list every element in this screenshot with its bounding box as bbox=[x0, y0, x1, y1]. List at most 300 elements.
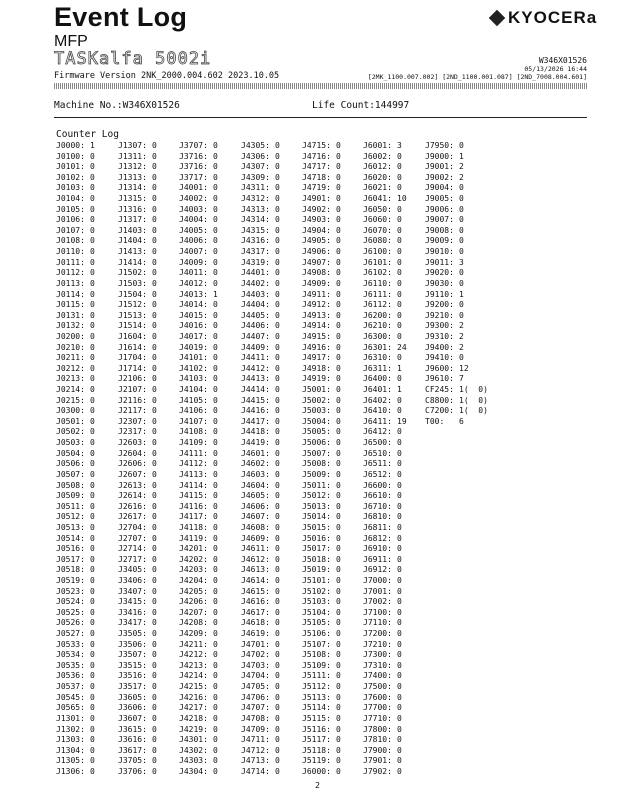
counter-code: J5006: bbox=[302, 438, 331, 448]
counter-value: 0 bbox=[152, 236, 157, 246]
counter-entry bbox=[56, 481, 95, 492]
counter-code: J4716: bbox=[302, 151, 331, 161]
counter-value: 0 bbox=[397, 236, 402, 246]
counter-code: J5011: bbox=[302, 480, 331, 490]
counter-entry bbox=[56, 682, 95, 693]
counter-code: J6412: bbox=[363, 427, 392, 437]
counter-value: 0 bbox=[213, 766, 218, 776]
counter-entry bbox=[363, 693, 407, 704]
counter-entry bbox=[179, 459, 218, 470]
counter-entry bbox=[179, 311, 218, 322]
counter-entry bbox=[179, 682, 218, 693]
counter-code: J5016: bbox=[302, 533, 331, 543]
counter-value: 0 bbox=[152, 257, 157, 267]
counter-value: 0 bbox=[336, 682, 341, 692]
counter-code: C8800: bbox=[425, 395, 454, 405]
counter-code: J4912: bbox=[302, 300, 331, 310]
counter-value: 1 bbox=[397, 385, 402, 395]
counter-code: J7310: bbox=[363, 660, 392, 670]
counter-entry bbox=[241, 756, 280, 767]
counter-value: 0 bbox=[90, 745, 95, 755]
counter-code: J4316: bbox=[241, 236, 270, 246]
counter-entry bbox=[363, 523, 407, 534]
counter-entry bbox=[363, 396, 407, 407]
counter-code: J4108: bbox=[179, 427, 208, 437]
counter-code: J0110: bbox=[56, 247, 85, 257]
counter-entry bbox=[56, 629, 95, 640]
counter-code: J4905: bbox=[302, 236, 331, 246]
counter-code: J4016: bbox=[179, 321, 208, 331]
counter-code: J3507: bbox=[118, 650, 147, 660]
counter-code: J1311: bbox=[118, 151, 147, 161]
counter-entry bbox=[363, 491, 407, 502]
counter-value: 0 bbox=[275, 416, 280, 426]
counter-value: 0 bbox=[275, 363, 280, 373]
counter-entry bbox=[241, 629, 280, 640]
counter-code: J7200: bbox=[363, 629, 392, 639]
counter-code: J3716: bbox=[179, 151, 208, 161]
counter-code: J4908: bbox=[302, 268, 331, 278]
counter-code: J4309: bbox=[241, 172, 270, 182]
counter-code: J1714: bbox=[118, 363, 147, 373]
counter-entry bbox=[241, 576, 280, 587]
counter-code: J4712: bbox=[241, 745, 270, 755]
counter-code: J5007: bbox=[302, 448, 331, 458]
counter-value: 0 bbox=[152, 438, 157, 448]
counter-code: J4704: bbox=[241, 671, 270, 681]
counter-code: J4914: bbox=[302, 321, 331, 331]
counter-entry bbox=[118, 226, 157, 237]
counter-code: J5012: bbox=[302, 491, 331, 501]
counter-entry bbox=[179, 205, 218, 216]
counter-entry bbox=[302, 555, 341, 566]
serial-number: W346X01526 bbox=[538, 56, 587, 65]
counter-entry bbox=[241, 650, 280, 661]
counter-value: 0 bbox=[275, 183, 280, 193]
counter-entry bbox=[241, 353, 280, 364]
counter-entry bbox=[425, 417, 488, 428]
counter-entry bbox=[179, 417, 218, 428]
counter-value: 0 bbox=[397, 215, 402, 225]
counter-entry bbox=[118, 311, 157, 322]
counter-entry bbox=[425, 205, 488, 216]
counter-value: 0 bbox=[397, 268, 402, 278]
counter-entry bbox=[118, 481, 157, 492]
counter-code: J0213: bbox=[56, 374, 85, 384]
counter-code: J4603: bbox=[241, 469, 270, 479]
counter-entry bbox=[179, 321, 218, 332]
counter-value: 0 bbox=[397, 469, 402, 479]
counter-code: J6911: bbox=[363, 554, 392, 564]
counter-entry bbox=[302, 343, 341, 354]
counter-value: 0 bbox=[336, 278, 341, 288]
counter-entry bbox=[118, 608, 157, 619]
counter-code: J3615: bbox=[118, 724, 147, 734]
counter-code: J4605: bbox=[241, 491, 270, 501]
counter-entry bbox=[241, 438, 280, 449]
counter-value: 0 bbox=[397, 427, 402, 437]
counter-entry bbox=[118, 215, 157, 226]
counter-entry bbox=[363, 290, 407, 301]
counter-entry bbox=[241, 767, 280, 778]
counter-code: J9200: bbox=[425, 300, 454, 310]
counter-code: J2704: bbox=[118, 522, 147, 532]
counter-value: 0 bbox=[397, 724, 402, 734]
counter-value: 0 bbox=[152, 342, 157, 352]
counter-code: J0523: bbox=[56, 586, 85, 596]
counter-value: 0 bbox=[275, 225, 280, 235]
counter-code: J6041: bbox=[363, 194, 392, 204]
counter-entry bbox=[363, 205, 407, 216]
counter-value: 0 bbox=[90, 204, 95, 214]
counter-code: J6002: bbox=[363, 151, 392, 161]
counter-code: J4319: bbox=[241, 257, 270, 267]
counter-entry bbox=[56, 396, 95, 407]
counter-value: 0 bbox=[397, 395, 402, 405]
counter-entry bbox=[241, 332, 280, 343]
counter-code: J4218: bbox=[179, 713, 208, 723]
counter-value: 0 bbox=[397, 480, 402, 490]
counter-value: 0 bbox=[152, 300, 157, 310]
counter-code: J4106: bbox=[179, 406, 208, 416]
counter-code: J0527: bbox=[56, 629, 85, 639]
counter-value: 24 bbox=[397, 342, 407, 352]
counter-value: 0 bbox=[152, 575, 157, 585]
counter-code: J1502: bbox=[118, 268, 147, 278]
counter-value: 0 bbox=[213, 533, 218, 543]
counter-value: 0 bbox=[152, 374, 157, 384]
counter-entry bbox=[118, 661, 157, 672]
counter-entry bbox=[118, 650, 157, 661]
counter-value: 0 bbox=[275, 660, 280, 670]
counter-entry bbox=[363, 597, 407, 608]
counter-value: 0 bbox=[397, 162, 402, 172]
counter-entry bbox=[302, 565, 341, 576]
counter-code: J4011: bbox=[179, 268, 208, 278]
counter-value: 0 bbox=[336, 469, 341, 479]
counter-value: 0 bbox=[336, 491, 341, 501]
counter-code: J2617: bbox=[118, 512, 147, 522]
counter-entry bbox=[241, 523, 280, 534]
counter-code: J5104: bbox=[302, 607, 331, 617]
counter-value: 0 bbox=[152, 416, 157, 426]
counter-value: 0 bbox=[397, 692, 402, 702]
counter-entry bbox=[302, 353, 341, 364]
counter-code: J4602: bbox=[241, 459, 270, 469]
counter-code: J1512: bbox=[118, 300, 147, 310]
counter-value: 0 bbox=[213, 650, 218, 660]
kyocera-logo bbox=[490, 8, 597, 28]
counter-value: 0 bbox=[90, 491, 95, 501]
counter-value: 0 bbox=[336, 575, 341, 585]
counter-code: J9002: bbox=[425, 172, 454, 182]
counter-value: 0 bbox=[275, 172, 280, 182]
counter-value: 0 bbox=[397, 607, 402, 617]
counter-code: J3407: bbox=[118, 586, 147, 596]
counter-code: J4006: bbox=[179, 236, 208, 246]
counter-entry bbox=[241, 194, 280, 205]
counter-value: 0 bbox=[90, 427, 95, 437]
counter-value: 0 bbox=[397, 575, 402, 585]
counter-value: 0 bbox=[90, 438, 95, 448]
counter-value: 0 bbox=[152, 480, 157, 490]
counter-entry bbox=[241, 746, 280, 757]
counter-entry bbox=[241, 364, 280, 375]
counter-code: J0114: bbox=[56, 289, 85, 299]
kyocera-logo-icon bbox=[490, 11, 504, 25]
counter-entry bbox=[118, 173, 157, 184]
counter-entry bbox=[118, 406, 157, 417]
hatch-divider bbox=[54, 83, 587, 89]
counter-entry bbox=[425, 279, 488, 290]
counter-entry bbox=[179, 491, 218, 502]
counter-value: 0 bbox=[336, 172, 341, 182]
counter-column-7 bbox=[425, 141, 488, 427]
counter-code: J9011: bbox=[425, 257, 454, 267]
counter-entry bbox=[302, 396, 341, 407]
counter-entry bbox=[241, 205, 280, 216]
counter-entry bbox=[241, 162, 280, 173]
counter-code: J0215: bbox=[56, 395, 85, 405]
counter-code: J5002: bbox=[302, 395, 331, 405]
counter-value: 0 bbox=[213, 215, 218, 225]
counter-code: J4913: bbox=[302, 310, 331, 320]
counter-entry bbox=[179, 576, 218, 587]
counter-code: J7800: bbox=[363, 724, 392, 734]
counter-code: J6511: bbox=[363, 459, 392, 469]
counter-entry bbox=[56, 661, 95, 672]
counter-code: J6070: bbox=[363, 225, 392, 235]
counter-value: 0 bbox=[152, 278, 157, 288]
counter-entry bbox=[179, 438, 218, 449]
counter-code: J4211: bbox=[179, 639, 208, 649]
counter-value: 0 bbox=[275, 480, 280, 490]
counter-entry bbox=[302, 735, 341, 746]
counter-entry bbox=[179, 183, 218, 194]
counter-value: 0 bbox=[152, 162, 157, 172]
counter-code: J4705: bbox=[241, 682, 270, 692]
counter-value: 0 bbox=[152, 713, 157, 723]
counter-code: J3416: bbox=[118, 607, 147, 617]
counter-code: J6021: bbox=[363, 183, 392, 193]
counter-entry bbox=[241, 321, 280, 332]
counter-code: J7210: bbox=[363, 639, 392, 649]
life-count: Life Count:144997 bbox=[312, 100, 410, 111]
counter-value: 0 bbox=[275, 692, 280, 702]
counter-code: J4009: bbox=[179, 257, 208, 267]
counter-value: 0 bbox=[397, 501, 402, 511]
counter-code: J6020: bbox=[363, 172, 392, 182]
counter-code: J7000: bbox=[363, 575, 392, 585]
counter-entry bbox=[425, 258, 488, 269]
counter-code: J0533: bbox=[56, 639, 85, 649]
counter-value: 0 bbox=[275, 522, 280, 532]
counter-code: J1307: bbox=[118, 141, 147, 150]
counter-code: J3706: bbox=[118, 766, 147, 776]
counter-code: J5118: bbox=[302, 745, 331, 755]
counter-value: 0 bbox=[90, 735, 95, 745]
page-title: Event Log bbox=[54, 2, 188, 32]
counter-entry bbox=[118, 236, 157, 247]
counter-entry bbox=[425, 268, 488, 279]
counter-value: 0 bbox=[336, 268, 341, 278]
counter-code: J4418: bbox=[241, 427, 270, 437]
counter-code: J4618: bbox=[241, 618, 270, 628]
counter-entry bbox=[302, 141, 341, 152]
counter-value: 0 bbox=[213, 586, 218, 596]
counter-value: 0 bbox=[275, 300, 280, 310]
counter-value: 0 bbox=[152, 194, 157, 204]
counter-value: 0 bbox=[275, 162, 280, 172]
counter-value: 0 bbox=[213, 194, 218, 204]
counter-entry bbox=[179, 353, 218, 364]
counter-entry bbox=[302, 438, 341, 449]
counter-value: 0 bbox=[336, 374, 341, 384]
counter-value: 0 bbox=[275, 321, 280, 331]
firmware-version: Firmware Version 2NK_2000.004.602 2023.10.05 bbox=[54, 71, 280, 81]
counter-entry bbox=[363, 587, 407, 598]
counter-value: 0 bbox=[152, 321, 157, 331]
counter-code: J6112: bbox=[363, 300, 392, 310]
counter-value: 0 bbox=[336, 300, 341, 310]
counter-value: 0 bbox=[90, 565, 95, 575]
counter-code: J9210: bbox=[425, 310, 454, 320]
counter-code: J4901: bbox=[302, 194, 331, 204]
counter-entry bbox=[118, 512, 157, 523]
counter-entry bbox=[118, 459, 157, 470]
counter-code: J6001: bbox=[363, 141, 392, 150]
counter-entry bbox=[241, 226, 280, 237]
counter-value: 0 bbox=[336, 416, 341, 426]
counter-code: J4604: bbox=[241, 480, 270, 490]
counter-entry bbox=[425, 290, 488, 301]
counter-code: J0507: bbox=[56, 469, 85, 479]
counter-entry bbox=[179, 290, 218, 301]
counter-entry bbox=[179, 544, 218, 555]
counter-code: J4401: bbox=[241, 268, 270, 278]
counter-value: 0 bbox=[213, 268, 218, 278]
counter-value: 0 bbox=[213, 671, 218, 681]
counter-code: J1303: bbox=[56, 735, 85, 745]
counter-entry bbox=[241, 374, 280, 385]
counter-code: J4717: bbox=[302, 162, 331, 172]
counter-code: J9008: bbox=[425, 225, 454, 235]
counter-entry bbox=[425, 226, 488, 237]
counter-entry bbox=[118, 576, 157, 587]
counter-entry bbox=[302, 671, 341, 682]
counter-value: 0 bbox=[213, 363, 218, 373]
counter-value: 0 bbox=[275, 385, 280, 395]
counter-code: J3517: bbox=[118, 682, 147, 692]
counter-value: 0 bbox=[336, 215, 341, 225]
counter-code: J6810: bbox=[363, 512, 392, 522]
counter-value: 0 bbox=[336, 724, 341, 734]
counter-entry bbox=[179, 693, 218, 704]
counter-value: 0 bbox=[152, 618, 157, 628]
counter-code: J4409: bbox=[241, 342, 270, 352]
counter-entry bbox=[302, 618, 341, 629]
counter-entry bbox=[363, 640, 407, 651]
counter-value: 0 bbox=[336, 639, 341, 649]
counter-entry bbox=[179, 629, 218, 640]
counter-entry bbox=[56, 300, 95, 311]
counter-code: J4015: bbox=[179, 310, 208, 320]
counter-code: J1314: bbox=[118, 183, 147, 193]
counter-entry bbox=[56, 523, 95, 534]
counter-entry bbox=[241, 459, 280, 470]
counter-value: 0 bbox=[90, 575, 95, 585]
counter-code: J4715: bbox=[302, 141, 331, 150]
counter-code: J5111: bbox=[302, 671, 331, 681]
counter-value: 0 bbox=[152, 522, 157, 532]
counter-code: J6812: bbox=[363, 533, 392, 543]
counter-code: J4918: bbox=[302, 363, 331, 373]
counter-value: 0 bbox=[397, 459, 402, 469]
counter-code: J7001: bbox=[363, 586, 392, 596]
counter-code: J5005: bbox=[302, 427, 331, 437]
model-name: TASKalfa 5002i bbox=[54, 49, 212, 69]
counter-entry bbox=[302, 703, 341, 714]
counter-code: J5117: bbox=[302, 735, 331, 745]
counter-entry bbox=[118, 682, 157, 693]
counter-entry bbox=[179, 236, 218, 247]
counter-value: 0 bbox=[90, 416, 95, 426]
counter-entry bbox=[56, 173, 95, 184]
counter-entry bbox=[179, 746, 218, 757]
counter-value: 0 bbox=[152, 501, 157, 511]
counter-value: 0 bbox=[90, 321, 95, 331]
counter-value: 0 bbox=[275, 278, 280, 288]
counter-value: 0 bbox=[275, 438, 280, 448]
counter-value: 0 bbox=[397, 650, 402, 660]
counter-entry bbox=[425, 173, 488, 184]
counter-value: 3 bbox=[459, 257, 464, 267]
counter-value: 0 bbox=[152, 151, 157, 161]
counter-entry bbox=[425, 364, 488, 375]
counter-entry bbox=[179, 141, 218, 152]
counter-value: 0 bbox=[213, 745, 218, 755]
counter-value: 0 bbox=[336, 533, 341, 543]
counter-entry bbox=[302, 385, 341, 396]
counter-code: J0104: bbox=[56, 194, 85, 204]
counter-entry bbox=[179, 481, 218, 492]
counter-code: J9600: bbox=[425, 363, 454, 373]
counter-value: 0 bbox=[275, 586, 280, 596]
counter-code: J4619: bbox=[241, 629, 270, 639]
counter-code: J2107: bbox=[118, 385, 147, 395]
counter-entry bbox=[241, 544, 280, 555]
counter-value: 0 bbox=[275, 565, 280, 575]
counter-entry bbox=[425, 311, 488, 322]
counter-entry bbox=[118, 205, 157, 216]
counter-code: J4116: bbox=[179, 501, 208, 511]
counter-code: J4718: bbox=[302, 172, 331, 182]
counter-value: 0 bbox=[213, 501, 218, 511]
counter-entry bbox=[179, 534, 218, 545]
counter-code: J4903: bbox=[302, 215, 331, 225]
counter-code: J4919: bbox=[302, 374, 331, 384]
counter-value: 0 bbox=[336, 183, 341, 193]
counter-code: J4302: bbox=[179, 745, 208, 755]
counter-entry bbox=[241, 735, 280, 746]
counter-value: 0 bbox=[459, 183, 464, 193]
counter-code: J0517: bbox=[56, 554, 85, 564]
counter-value: 0 bbox=[213, 660, 218, 670]
counter-entry bbox=[56, 459, 95, 470]
counter-entry bbox=[179, 374, 218, 385]
counter-value: 0 bbox=[336, 766, 341, 776]
counter-code: J4315: bbox=[241, 225, 270, 235]
